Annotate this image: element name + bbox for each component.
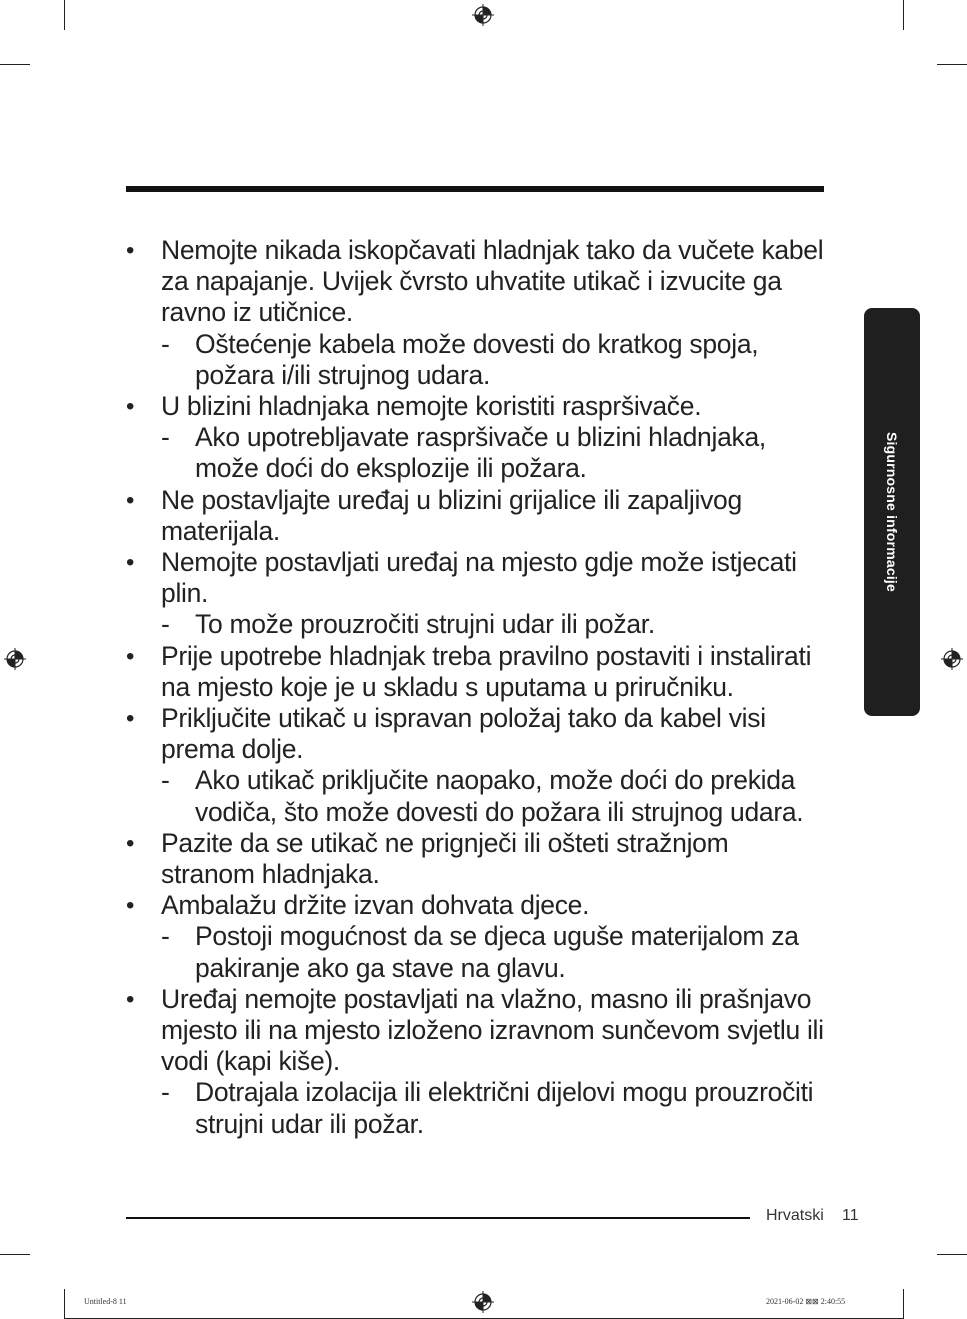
- safety-sub-item-text: Dotrajala izolacija ili električni dijelovi mogu prouzročiti strujni udar ili požar.: [195, 1077, 814, 1139]
- safety-sub-item-text: Ako utikač priključite naopako, može doći do prekida vodiča, što može dovesti do požara ili strujnog udara.: [195, 765, 804, 827]
- dash-marker: -: [161, 328, 170, 359]
- safety-item-text: Uređaj nemojte postavljati na vlažno, masno ili prašnjavo mjesto ili na mjesto izloženo izravnom sunčevom svjetlu ili vodi (kapi kiše).: [161, 983, 824, 1077]
- safety-item: [126, 485, 826, 547]
- bullet-icon: •: [126, 486, 135, 514]
- safety-sub-item: [161, 1077, 826, 1139]
- safety-item-text: U blizini hladnjaka nemojte koristiti raspršivače.: [161, 391, 702, 422]
- crop-mark: [64, 0, 65, 30]
- footer-rule: [126, 1217, 750, 1219]
- bullet-icon: •: [126, 985, 135, 1013]
- safety-sub-item: [161, 921, 826, 983]
- registration-mark-icon: [472, 4, 494, 26]
- crop-mark: [0, 64, 30, 65]
- safety-item: [126, 984, 826, 1140]
- registration-mark-icon: [4, 648, 26, 670]
- bullet-icon: •: [126, 829, 135, 857]
- safety-item-text: Pazite da se utikač ne prignječi ili ošteti stražnjom stranom hladnjaka.: [161, 827, 729, 890]
- bullet-icon: •: [126, 705, 135, 733]
- safety-item-text: Ambalažu držite izvan dohvata djece.: [161, 890, 590, 921]
- safety-sub-item-text: Postoji mogućnost da se djeca uguše materijalom za pakiranje ako ga stave na glavu.: [195, 921, 799, 983]
- footer-language: Hrvatski: [766, 1207, 824, 1224]
- safety-sub-item-text: Oštećenje kabela može dovesti do kratkog spoja, požara i/ili strujnog udara.: [195, 328, 759, 390]
- safety-sub-item: [161, 422, 826, 484]
- crop-mark: [0, 1254, 30, 1255]
- safety-item: [126, 235, 826, 391]
- crop-mark: [903, 1289, 904, 1319]
- safety-item-text: Nemojte postavljati uređaj na mjesto gdje može istjecati plin.: [161, 547, 797, 609]
- bullet-icon: •: [126, 892, 135, 920]
- section-side-tab[interactable]: [864, 308, 920, 716]
- safety-sub-item: [161, 765, 826, 827]
- safety-item: [126, 547, 826, 641]
- crop-mark: [937, 1254, 967, 1255]
- dash-marker: -: [161, 765, 170, 796]
- safety-item-text: Prije upotrebe hladnjak treba pravilno postaviti i instalirati na mjesto koje je u skladu s uputama u priručniku.: [161, 640, 812, 702]
- crop-mark: [64, 1289, 65, 1319]
- section-top-rule: [126, 186, 824, 192]
- dash-marker: -: [161, 921, 170, 952]
- safety-item: [126, 641, 826, 703]
- dash-marker: -: [161, 609, 170, 640]
- safety-item: [126, 703, 826, 828]
- safety-sub-item-text: Ako upotrebljavate raspršivače u blizini hladnjaka, može doći do eksplozije ili požara.: [195, 422, 766, 484]
- safety-item-text: Ne postavljajte uređaj u blizini grijalice ili zapaljivog materijala.: [161, 484, 742, 546]
- section-side-tab-label: Sigurnosne informacije: [884, 432, 900, 592]
- bullet-icon: •: [126, 393, 135, 421]
- bullet-icon: •: [126, 642, 135, 670]
- dash-marker: -: [161, 1077, 170, 1108]
- crop-mark: [937, 64, 967, 65]
- bullet-icon: •: [126, 549, 135, 577]
- safety-instruction-list: [126, 235, 826, 1140]
- safety-item: [126, 391, 826, 485]
- page-number: 11: [842, 1207, 859, 1224]
- safety-sub-item: [161, 609, 826, 640]
- safety-item: [126, 890, 826, 984]
- print-timestamp: 2021-06-02 ⊠⊠ 2:40:55: [766, 1297, 846, 1306]
- dash-marker: -: [161, 422, 170, 453]
- safety-sub-item-text: To može prouzročiti strujni udar ili požar.: [195, 609, 655, 640]
- registration-mark-icon: [472, 1291, 494, 1313]
- safety-item-text: Nemojte nikada iskopčavati hladnjak tako da vučete kabel za napajanje. Uvijek čvrsto uhvatite utikač i izvucite ga ravno iz utičnice.: [161, 235, 824, 328]
- print-file-info: Untitled-8 11: [84, 1297, 127, 1306]
- registration-mark-icon: [941, 648, 963, 670]
- safety-item: [126, 828, 826, 890]
- crop-mark: [903, 0, 904, 30]
- bullet-icon: •: [126, 237, 135, 264]
- safety-sub-item: [161, 329, 826, 391]
- safety-item-text: Priključite utikač u ispravan položaj tako da kabel visi prema dolje.: [161, 703, 766, 765]
